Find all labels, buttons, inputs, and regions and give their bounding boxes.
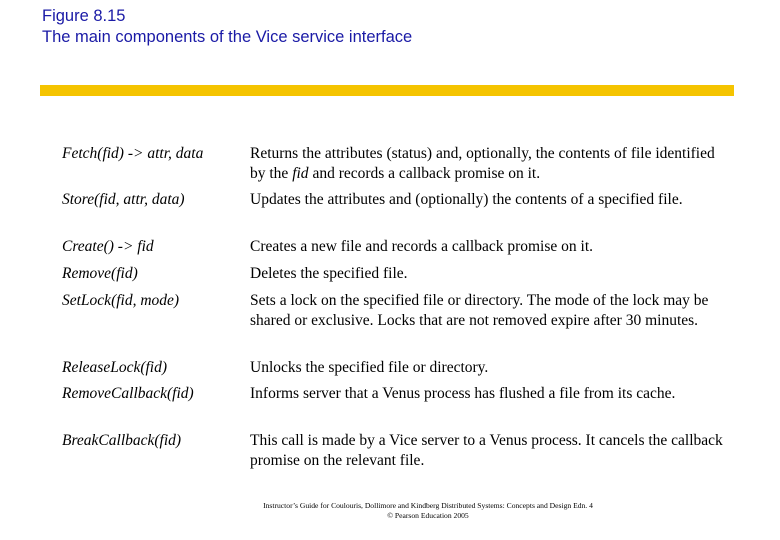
operation-description: Creates a new file and records a callback promise on it.	[250, 238, 594, 255]
operation-signature: Remove(fid)	[62, 265, 138, 282]
operation-signature: ReleaseLock(fid)	[62, 359, 168, 376]
footer-book-credit: Instructor’s Guide for Coulouris, Dollimore and Kindberg Distributed Systems: Concepts and Design Edn. 4	[263, 501, 593, 510]
footer-copyright: © Pearson Education 2005	[387, 511, 469, 520]
operation-signature: RemoveCallback(fid)	[62, 385, 194, 402]
operation-description: Unlocks the specified file or directory.	[250, 359, 489, 376]
operation-description: Returns the attributes (status) and, optionally, the contents of file identified by the fid and records a callback promise on it.	[250, 145, 715, 182]
slide-title	[42, 6, 412, 48]
footer-credit	[228, 501, 628, 521]
operation-description: Informs server that a Venus process has flushed a file from its cache.	[250, 385, 676, 402]
figure-number: Figure 8.15	[42, 7, 126, 25]
operation-signature: Fetch(fid) -> attr, data	[62, 145, 204, 162]
operation-description: Deletes the specified file.	[250, 265, 408, 282]
operation-signature: Store(fid, attr, data)	[62, 191, 185, 208]
operation-signature: Create() -> fid	[62, 238, 154, 255]
operation-description: Updates the attributes and (optionally) the contents of a specified file.	[250, 191, 683, 208]
fid-emphasis: fid	[292, 165, 309, 182]
title-divider	[40, 85, 734, 96]
figure-caption: The main components of the Vice service interface	[42, 28, 413, 46]
operation-description: This call is made by a Vice server to a Venus process. It cancels the callback promise on the relevant file.	[250, 432, 723, 469]
operation-description: Sets a lock on the specified file or directory. The mode of the lock may be shared or exclusive. Locks that are not removed expire after 30 minutes.	[250, 292, 709, 329]
operation-signature: SetLock(fid, mode)	[62, 292, 180, 309]
operation-signature: BreakCallback(fid)	[62, 432, 182, 449]
